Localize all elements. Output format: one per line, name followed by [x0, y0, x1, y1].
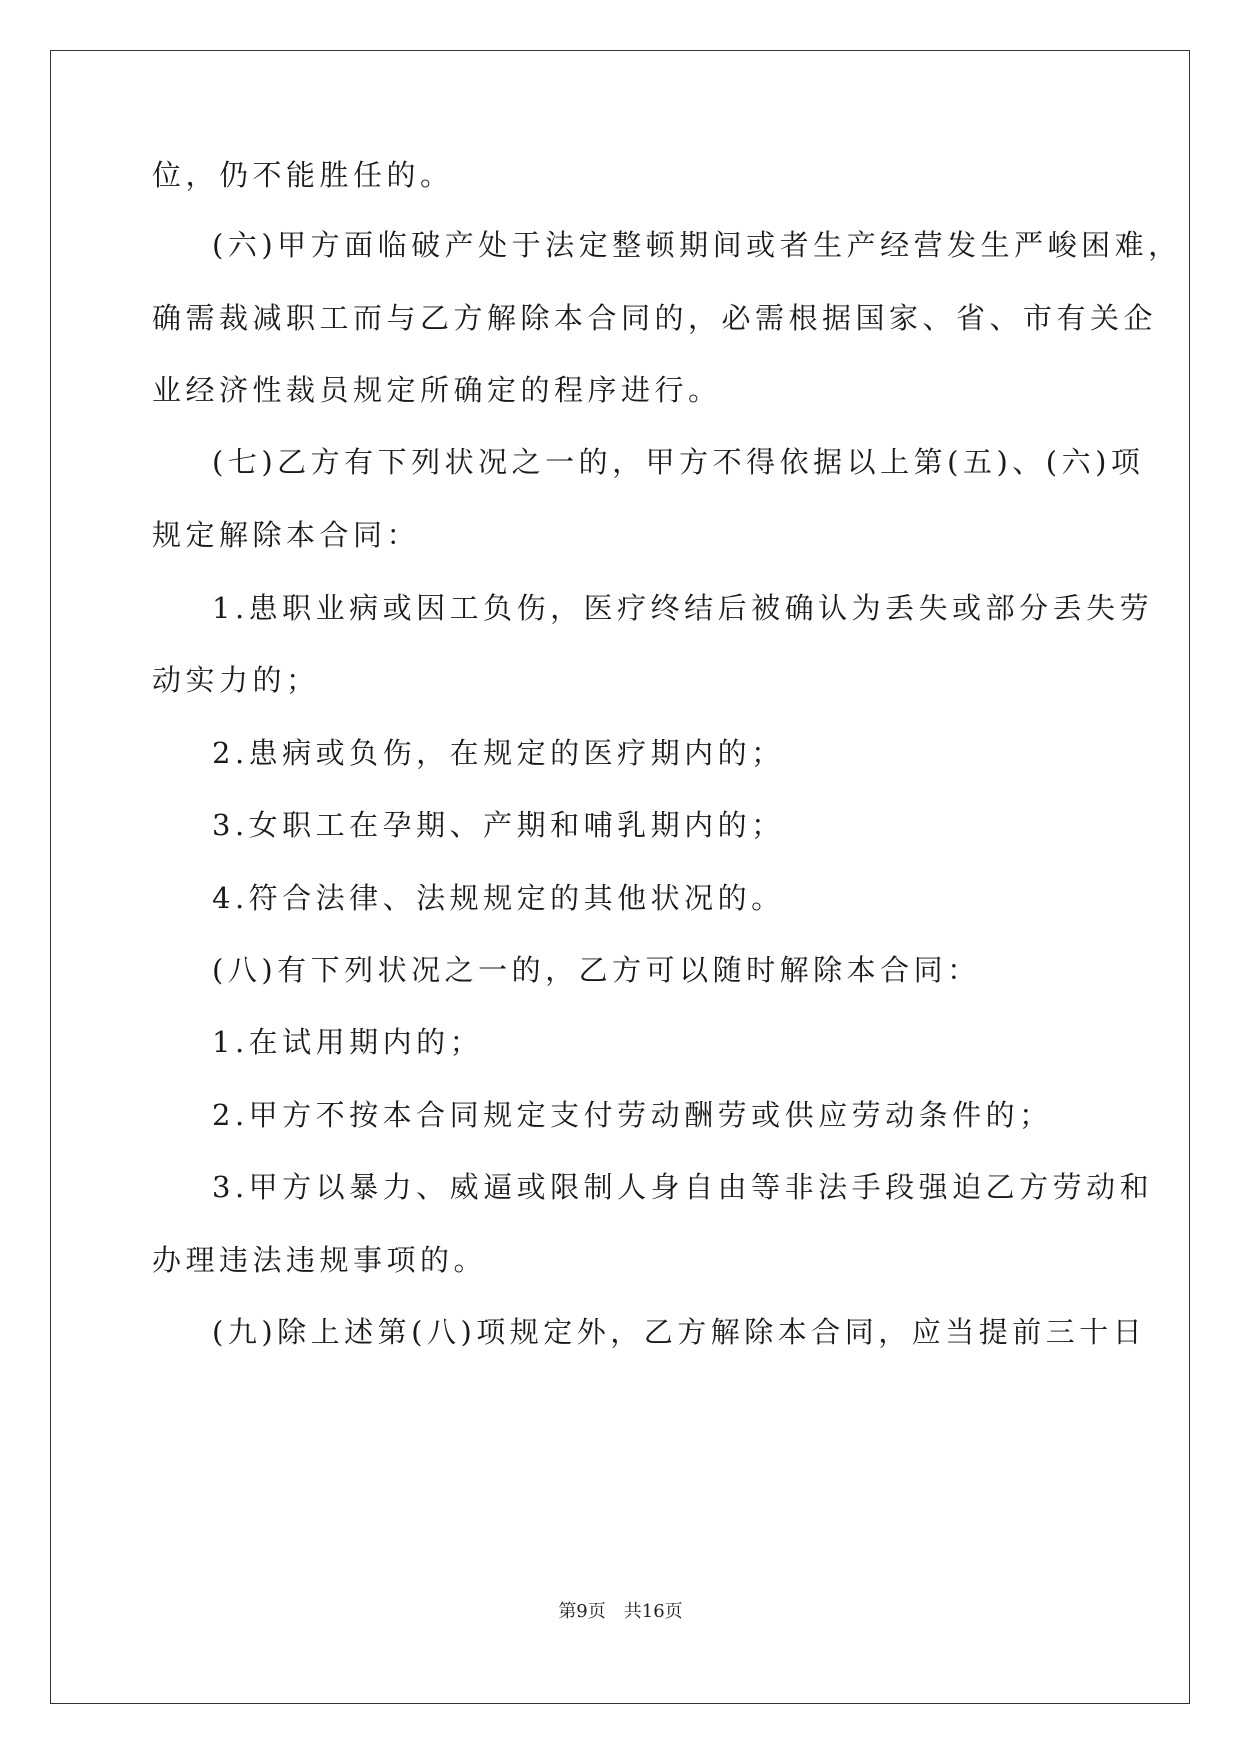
text-line: (九)除上述第(八)项规定外，乙方解除本合同，应当提前三十日: [212, 1315, 1147, 1349]
text-line: 3.甲方以暴力、威逼或限制人身自由等非法手段强迫乙方劳动和: [212, 1170, 1154, 1204]
text-line: 2.患病或负伤，在规定的医疗期内的；: [212, 736, 785, 770]
text-line: 1.在试用期内的；: [212, 1025, 484, 1059]
text-line: 业经济性裁员规定所确定的程序进行。: [152, 373, 722, 407]
text-line: 3.女职工在孕期、产期和哺乳期内的；: [212, 808, 785, 842]
page-total: 共16页: [623, 1601, 683, 1622]
page-number: 第9页: [558, 1601, 606, 1622]
text-line: 位，仍不能胜任的。: [152, 158, 454, 192]
page-footer: [0, 1600, 1241, 1624]
text-line: 确需裁减职工而与乙方解除本合同的，必需根据国家、省、市有关企: [152, 301, 1158, 335]
text-line: 1.患职业病或因工负伤，医疗终结后被确认为丢失或部分丢失劳: [212, 591, 1154, 625]
text-line: (七)乙方有下列状况之一的，甲方不得依据以上第(五)、(六)项: [212, 445, 1145, 479]
text-line: (六)甲方面临破产处于法定整顿期间或者生产经营发生严峻困难，: [212, 228, 1182, 262]
text-line: 2.甲方不按本合同规定支付劳动酬劳或供应劳动条件的；: [212, 1098, 1053, 1132]
text-line: 动实力的；: [152, 663, 320, 697]
text-line: 办理违法违规事项的。: [152, 1243, 488, 1277]
text-line: 规定解除本合同：: [152, 518, 421, 552]
text-line: 4.符合法律、法规规定的其他状况的。: [212, 881, 785, 915]
text-line: (八)有下列状况之一的，乙方可以随时解除本合同：: [212, 953, 981, 987]
